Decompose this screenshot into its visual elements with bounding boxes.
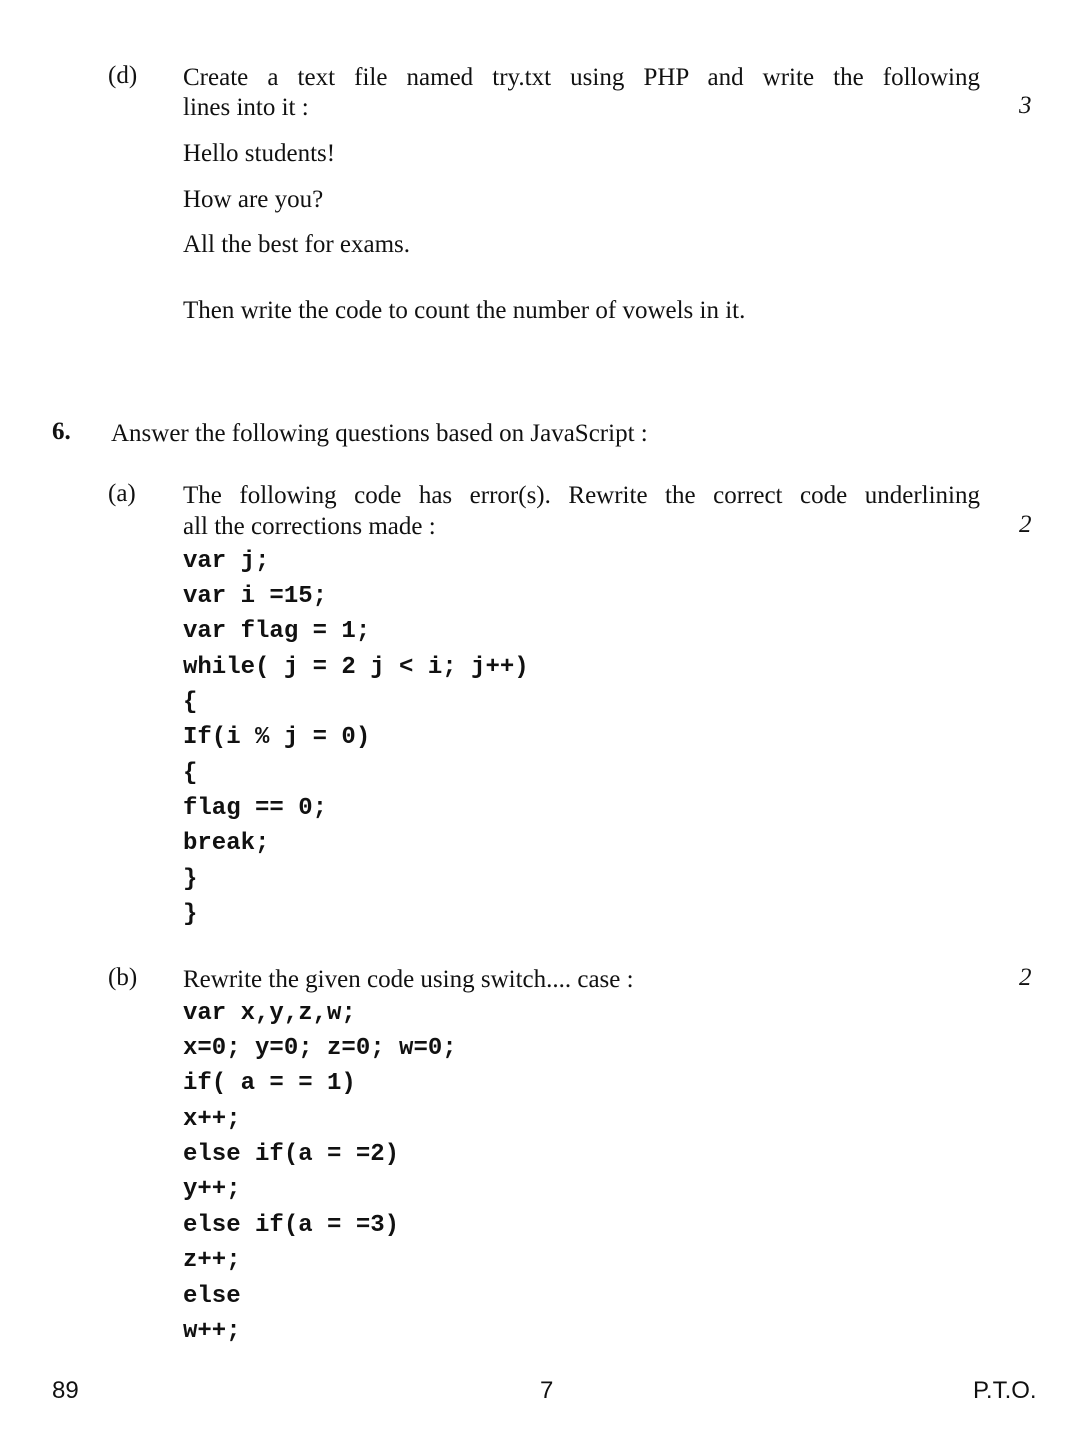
part-d-line1: Create a text file named try.txt using PHP and write the following <box>183 64 980 91</box>
code-line: else <box>183 1283 241 1310</box>
part-a-line1: The following code has error(s). Rewrite the correct code underlining <box>183 482 980 509</box>
part-a-line2: all the corrections made : <box>183 513 436 540</box>
code-line: } <box>183 866 198 893</box>
code-line: { <box>183 760 198 787</box>
code-line: If(i % j = 0) <box>183 724 371 751</box>
page-number: 7 <box>540 1377 554 1404</box>
part-d-file-line-3: All the best for exams. <box>183 231 411 258</box>
part-b-line1: Rewrite the given code using switch.... case : <box>183 966 634 993</box>
code-line: w++; <box>183 1318 241 1345</box>
code-line: while( j = 2 j < i; j++) <box>183 654 529 681</box>
question-6-text: Answer the following questions based on JavaScript : <box>111 420 648 447</box>
code-line: break; <box>183 830 270 857</box>
question-6-number: 6. <box>52 418 71 445</box>
code-line: if( a = = 1) <box>183 1070 356 1097</box>
code-line: { <box>183 689 198 716</box>
code-line: y++; <box>183 1176 241 1203</box>
code-line: } <box>183 901 198 928</box>
part-d-label: (d) <box>108 62 138 89</box>
code-line: var x,y,z,w; <box>183 1000 356 1027</box>
code-line: flag == 0; <box>183 795 328 822</box>
code-line: x++; <box>183 1106 241 1133</box>
code-line: var flag = 1; <box>183 618 371 645</box>
part-a-marks: 2 <box>1019 511 1032 538</box>
pto-note: P.T.O. <box>973 1377 1037 1404</box>
paper-code: 89 <box>52 1377 79 1404</box>
code-line: var j; <box>183 548 270 575</box>
code-line: else if(a = =2) <box>183 1141 400 1168</box>
part-d-line2: lines into it : <box>183 94 309 121</box>
part-b-label: (b) <box>108 964 138 991</box>
code-line: var i =15; <box>183 583 328 610</box>
part-d-file-line-2: How are you? <box>183 186 324 213</box>
part-b-marks: 2 <box>1019 964 1032 991</box>
part-d-file-line-1: Hello students! <box>183 140 336 167</box>
code-line: x=0; y=0; z=0; w=0; <box>183 1035 457 1062</box>
part-a-label: (a) <box>108 480 136 507</box>
part-d-instruction: Then write the code to count the number of vowels in it. <box>183 297 746 324</box>
code-line: z++; <box>183 1247 241 1274</box>
part-d-marks: 3 <box>1019 92 1032 119</box>
code-line: else if(a = =3) <box>183 1212 400 1239</box>
